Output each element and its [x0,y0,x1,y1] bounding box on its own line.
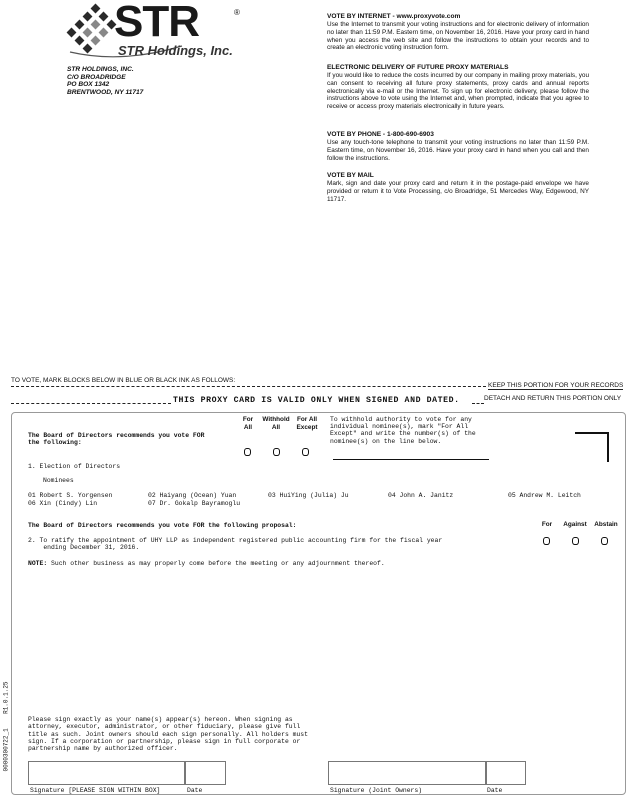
corner-mark [575,432,609,462]
address-line: PO BOX 1342 [67,81,110,89]
sign-instructions: Please sign exactly as your name(s) appear(s) hereon. When signing as attorney, executor, administrator, or other fiduciary, please give full title as such. Joint owners should each sign personally. All holders must sign. If a corporation or partnership, please sign in full corporate or partnership name by authorized officer. [28,716,308,753]
instruction-body: Use the Internet to transmit your voting instructions and for electronic delivery of information no later than 11:59 P.M. Eastern time, on November 16, 2016. Have your proxy card in hand when you access the web site and follow the instructions to obtain your records and to create an electronic voting instruction form. [327,21,589,52]
side-code: 0000300722_1 R1.0.1.25 [2,681,10,772]
vote-by-phone [327,131,589,162]
ratify-against-checkbox[interactable] [572,537,579,545]
col-abstain: Abstain [594,521,618,528]
vote-by-internet [327,13,589,52]
return-address [67,66,143,96]
nominee: 07 Dr. Gokalp Bayramoglu [148,500,241,507]
nominee: 06 Xin (Cindy) Lin [28,500,98,507]
nominees-label: Nominees [43,477,74,484]
electronic-delivery [327,64,589,111]
detach-line [11,403,171,404]
nominee: 03 HuiYing (Julia) Ju [268,492,349,499]
detach-line [472,403,484,404]
instruction-heading: VOTE BY INTERNET - www.proxyvote.com [327,13,461,20]
joint-date-label: Date [487,787,503,794]
nominee: 01 Robert S. Yorgensen [28,492,113,499]
date-box[interactable] [185,761,226,785]
col-for-all-except: For All Except [296,416,318,431]
ratify-for-checkbox[interactable] [543,537,550,545]
valid-notice: THIS PROXY CARD IS VALID ONLY WHEN SIGNED AND DATED. [173,396,460,405]
logo-registered: ® [234,8,240,17]
nominee: 04 John A. Janitz [388,492,454,499]
detach-line [11,386,486,387]
logo-company: STR Holdings, Inc. [118,43,233,58]
ratify-abstain-checkbox[interactable] [601,537,608,545]
instruction-heading: VOTE BY PHONE - 1-800-690-6903 [327,131,434,138]
nominee: 05 Andrew M. Leitch [508,492,581,499]
date-label: Date [187,787,203,794]
instruction-heading: ELECTRONIC DELIVERY OF FUTURE PROXY MATERIALS [327,64,509,71]
nominee: 02 Haiyang (Ocean) Yuan [148,492,237,499]
note: NOTE: Such other business as may properly come before the meeting or any adjournment thereof. [28,560,385,567]
address-line: C/O BROADRIDGE [67,73,126,81]
vote-by-mail [327,172,589,203]
instruction-body: Mark, sign and date your proxy card and return it in the postage-paid envelope we have provided or return it to Vote Processing, c/o Broadridge, 51 Mercedes Way, Edgewood, NY 11717. [327,180,589,203]
for-all-checkbox[interactable] [244,448,251,456]
joint-date-box[interactable] [486,761,526,785]
signature-box[interactable] [28,761,185,785]
nominee-number-line[interactable] [333,459,489,460]
board-recommendation-2: The Board of Directors recommends you vote FOR the following proposal: [28,522,297,529]
keep-portion-label: KEEP THIS PORTION FOR YOUR RECORDS [488,382,624,389]
instruction-body: If you would like to reduce the costs incurred by our company in mailing proxy materials, you can consent to receiving all future proxy statements, proxy cards and annual reports electronically via e-mail or the Internet. To sign up for electronic delivery, please follow the instructions above to vote using the Internet and, when prompted, indicate that you agree to receive or access proxy materials electronically in future years. [327,72,589,111]
item-election: 1. Election of Directors [28,463,121,470]
withhold-note: To withhold authority to vote for any individual nominee(s), mark "For All Except" and write the number(s) of the nominee(s) on the line below. [330,416,476,445]
address-line: STR HOLDINGS, INC. [67,66,134,73]
address-line: BRENTWOOD, NY 11717 [67,88,144,96]
mark-note: TO VOTE, MARK BLOCKS BELOW IN BLUE OR BLACK INK AS FOLLOWS: [11,377,236,384]
item-ratify: 2. To ratify the appointment of UHY LLP as independent registered public accounting firm for the fiscal year ending December 31, 2016. [28,537,443,552]
joint-signature-label: Signature (Joint Owners) [330,787,423,794]
detach-return-label: DETACH AND RETURN THIS PORTION ONLY [484,395,622,402]
col-for-all: For All [242,416,254,431]
instruction-body: Use any touch-tone telephone to transmit your voting instructions no later than 11:59 P.M. Eastern time, on November 16, 2016. Have your proxy card in hand when you call and then follow the instructions. [327,139,589,162]
signature-label: Signature [PLEASE SIGN WITHIN BOX] [30,787,161,794]
col-withhold-all: Withhold All [262,416,290,431]
instruction-heading: VOTE BY MAIL [327,172,374,179]
joint-signature-box[interactable] [328,761,486,785]
col-against: Against [563,521,587,528]
withhold-all-checkbox[interactable] [273,448,280,456]
board-recommendation-1: The Board of Directors recommends you vote FOR the following: [28,432,205,447]
col-for: For [541,521,553,528]
logo-wordmark: STR [114,0,199,46]
for-all-except-checkbox[interactable] [302,448,309,456]
